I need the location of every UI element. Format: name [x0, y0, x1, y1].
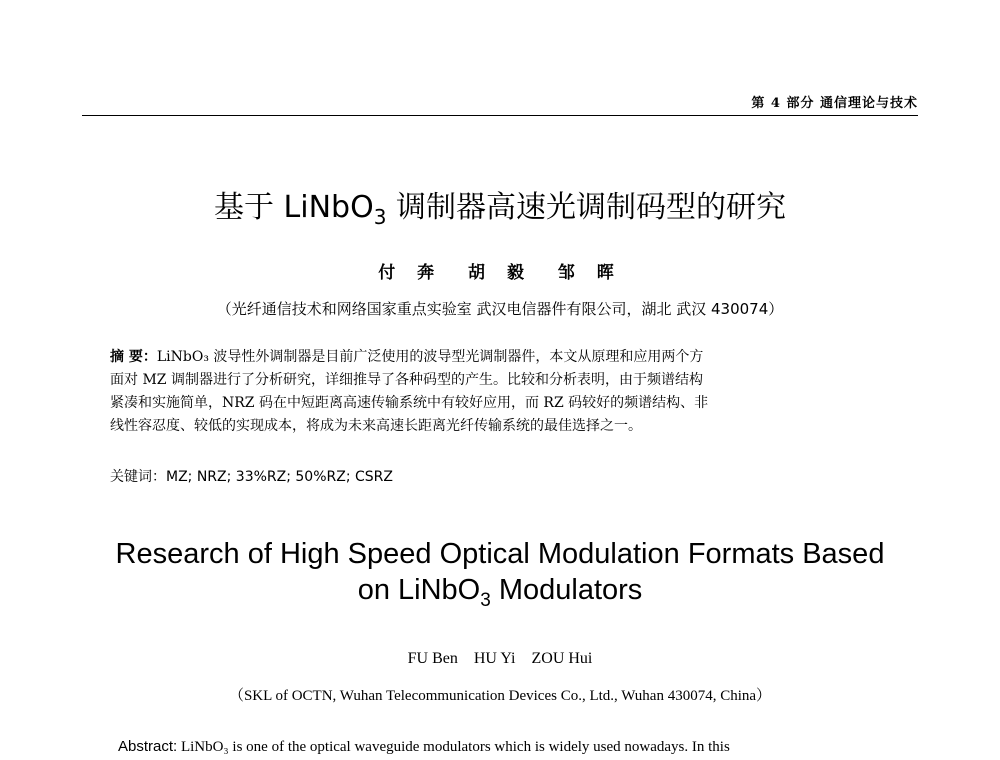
chinese-abstract-line: [110, 346, 890, 369]
english-title-line: Research of High Speed Optical Modulation Formats Based: [115, 538, 885, 570]
english-title-subscript: 3: [480, 589, 491, 611]
english-title-suffix: Modulators: [490, 574, 643, 606]
english-title: [0, 536, 1000, 619]
chinese-keywords-text: MZ; NRZ; 33%RZ; 50%RZ; CSRZ: [166, 469, 393, 485]
english-title-line: [0, 572, 1000, 619]
english-abstract-label: Abstract:: [118, 738, 178, 755]
chinese-author: 胡 毅: [468, 263, 532, 283]
chinese-abstract-line: 面对 MZ 调制器进行了分析研究，详细推导了各种码型的产生。比较和分析表明，由于频谱结构: [110, 372, 703, 388]
english-affiliation: （SKL of OCTN, Wuhan Telecommunication Devices Co., Ltd., Wuhan 430074, China）: [228, 688, 772, 704]
chinese-abstract-line: 线性容忍度、较低的实现成本，将成为未来高速长距离光纤传输系统的最佳选择之一。: [110, 418, 642, 434]
english-abstract: [118, 738, 918, 756]
chinese-abstract: [110, 346, 890, 438]
chinese-abstract-text: LiNbO₃ 波导性外调制器是目前广泛使用的波导型光调制器件，本文从原理和应用两个方: [156, 349, 704, 365]
chinese-title-suffix: 调制器高速光调制码型的研究: [386, 190, 786, 225]
chinese-title-prefix: 基于 LiNbO: [214, 190, 374, 225]
chinese-abstract-label: 摘 要：: [110, 349, 157, 365]
english-author: FU Ben: [407, 650, 458, 667]
chinese-affiliation: （光纤通信技术和网络国家重点实验室 武汉电信器件有限公司，湖北 武汉 430074）: [216, 300, 784, 318]
english-abstract-text: LiNbO₃ is one of the optical waveguide modulators which is widely used nowadays. In this: [177, 739, 730, 755]
header-rule: [82, 115, 918, 116]
running-header: 第 4 部分 通信理论与技术: [751, 96, 918, 111]
chinese-title-subscript: 3: [373, 205, 387, 229]
chinese-author: 付 奔: [378, 263, 443, 283]
chinese-keywords: [110, 466, 890, 486]
chinese-title: [0, 182, 1000, 229]
english-author: HU Yi: [473, 650, 516, 667]
english-title-prefix: on LiNbO: [357, 574, 481, 606]
chinese-keywords-label: 关键词：: [110, 469, 166, 485]
chinese-abstract-line: 紧凑和实施简单，NRZ 码在中短距离高速传输系统中有较好应用，而 RZ 码较好的频谱结构、非: [110, 395, 709, 411]
english-author: ZOU Hui: [531, 650, 593, 667]
chinese-authors: [0, 258, 1000, 283]
english-authors: [0, 650, 1000, 668]
chinese-author: 邹 晖: [557, 263, 622, 283]
